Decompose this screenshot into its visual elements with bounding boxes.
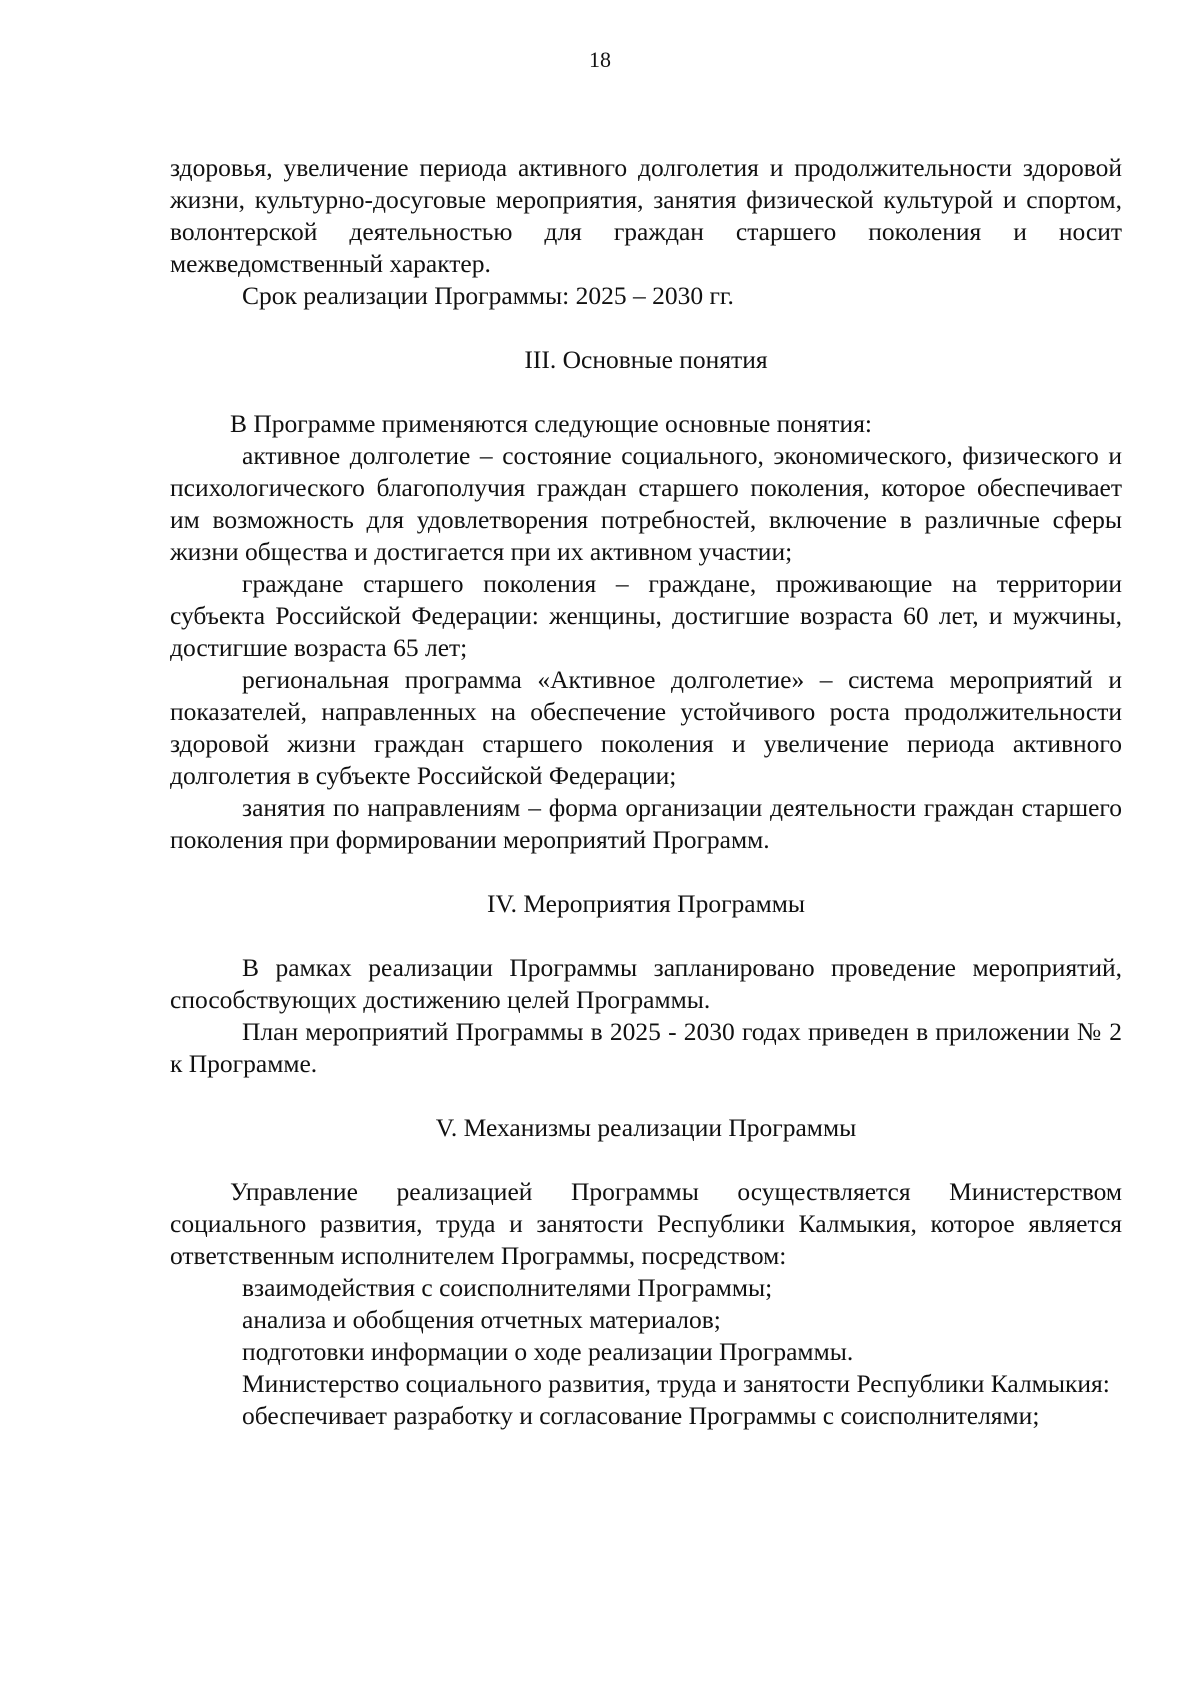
events-paragraph: В рамках реализации Программы запланировано проведение мероприятий, способствующих достижению целей Программы. <box>170 953 1122 1014</box>
spacer <box>170 920 1122 952</box>
section-heading-5: V. Механизмы реализации Программы <box>435 1113 857 1142</box>
spacer <box>170 856 1122 888</box>
management-item-interaction: взаимодействия с соисполнителями Программы; <box>242 1273 773 1302</box>
document-body <box>170 152 1122 1432</box>
definition-activities: занятия по направлениям – форма организации деятельности граждан старшего поколения при формировании мероприятий Программ. <box>170 793 1122 854</box>
section-heading-3: III. Основные понятия <box>524 345 768 374</box>
management-paragraph: Управление реализацией Программы осуществляется Министерством социального развития, труда и занятости Республики Калмыкия, которое является ответственным исполнителем Программы, посредством: <box>170 1177 1122 1270</box>
concepts-intro-paragraph: В Программе применяются следующие основные понятия: <box>230 409 873 438</box>
spacer <box>170 1144 1122 1176</box>
intro-paragraph: здоровья, увеличение периода активного долголетия и продолжительности здоровой жизни, культурно-досуговые мероприятия, занятия физической культурой и спортом, волонтерской деятельностью для граждан старшего поколения и носит межведомственный характер. <box>170 153 1122 278</box>
definition-senior-citizens: граждане старшего поколения – граждане, проживающие на территории субъекта Российской Федерации: женщины, достигшие возраста 60 лет, и мужчины, достигшие возраста 65 лет; <box>170 569 1122 662</box>
management-item-analysis: анализа и обобщения отчетных материалов; <box>242 1305 721 1334</box>
definition-active-longevity: активное долголетие – состояние социального, экономического, физического и психологического благополучия граждан старшего поколения, которое обеспечивает им возможность для удовлетворения потребностей, включение в различные сферы жизни общества и достигается при их активном участии; <box>170 441 1122 566</box>
spacer <box>170 376 1122 408</box>
events-plan-paragraph: План мероприятий Программы в 2025 - 2030 годах приведен в приложении № 2 к Программе. <box>170 1017 1122 1078</box>
management-item-information: подготовки информации о ходе реализации Программы. <box>242 1337 854 1366</box>
page-number: 18 <box>589 47 611 72</box>
ministry-duty-paragraph: обеспечивает разработку и согласование Программы с соисполнителями; <box>242 1401 1040 1430</box>
ministry-paragraph: Министерство социального развития, труда и занятости Республики Калмыкия: <box>242 1369 1110 1398</box>
spacer <box>170 312 1122 344</box>
definition-regional-program: региональная программа «Активное долголетие» – система мероприятий и показателей, направленных на обеспечение устойчивого роста продолжительности здоровой жизни граждан старшего поколения и увеличение периода активного долголетия в субъекте Российской Федерации; <box>170 665 1122 790</box>
spacer <box>170 1080 1122 1112</box>
program-term-paragraph: Срок реализации Программы: 2025 – 2030 гг. <box>242 281 734 310</box>
section-heading-4: IV. Мероприятия Программы <box>486 889 806 918</box>
